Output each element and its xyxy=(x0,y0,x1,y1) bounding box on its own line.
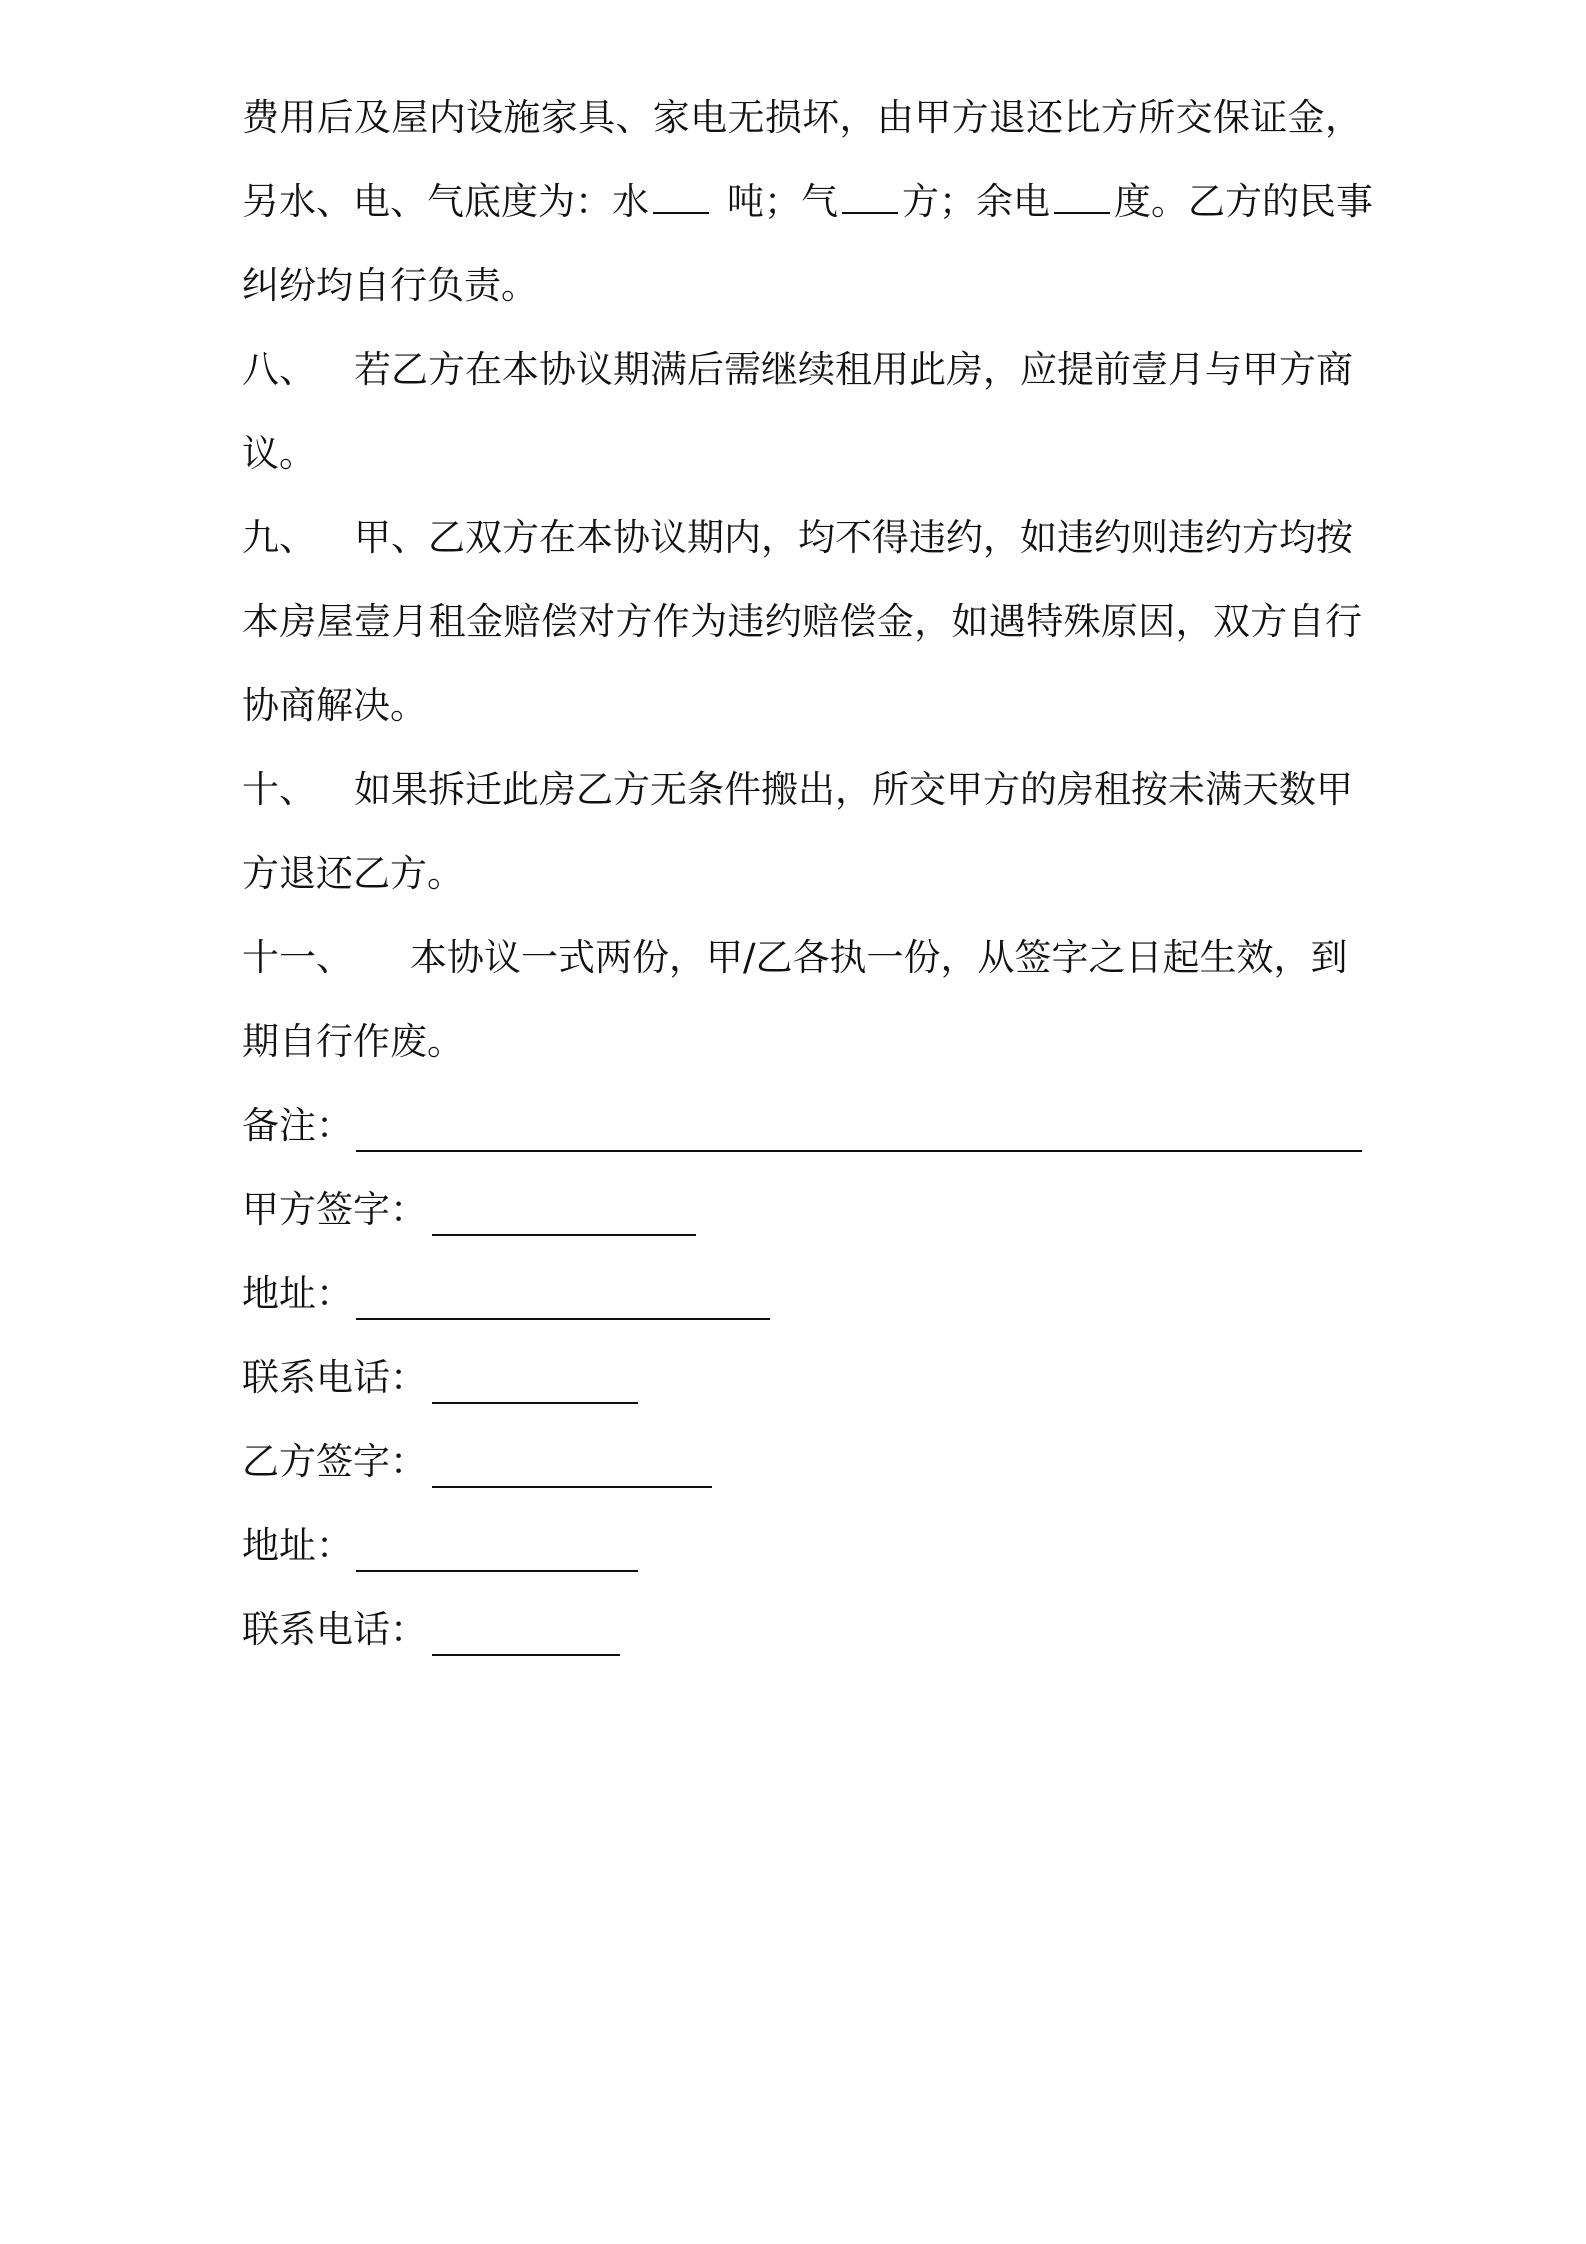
paragraph-text: 纠纷均自行负责。 xyxy=(242,264,538,307)
clause-text: 方退还乙方。 xyxy=(242,852,464,895)
clause-9-line xyxy=(242,496,1362,580)
remarks-label: 备注： xyxy=(242,1104,353,1147)
clause-10-line xyxy=(242,832,1362,916)
paragraph-line xyxy=(242,160,1373,244)
party-a-sign-field[interactable] xyxy=(432,1234,696,1236)
party-b-phone-field[interactable] xyxy=(432,1654,620,1656)
party-b-address-label: 地址： xyxy=(242,1524,353,1567)
clause-text: 本房屋壹月租金赔偿对方作为违约赔偿金，如遇特殊原因，双方自行 xyxy=(242,600,1362,643)
paragraph-text: 吨；气 xyxy=(727,180,838,223)
party-a-sign-row xyxy=(242,1168,742,1252)
party-a-address-label: 地址： xyxy=(242,1272,353,1315)
clause-number: 九、 xyxy=(242,516,316,559)
clause-text: 若乙方在本协议期满后需继续租用此房，应提前壹月与甲方商 xyxy=(354,348,1353,391)
party-b-address-field[interactable] xyxy=(356,1570,638,1572)
clause-9-line xyxy=(242,580,1362,664)
clause-text: 议。 xyxy=(242,432,316,475)
remarks-field[interactable] xyxy=(356,1150,1362,1152)
remarks-row xyxy=(242,1084,1362,1168)
clause-text: 本协议一式两份，甲/乙各执一份，从签字之日起生效，到 xyxy=(410,936,1348,979)
electricity-reading-blank[interactable] xyxy=(1054,182,1110,214)
clause-11-line xyxy=(242,1000,1362,1084)
party-a-phone-label: 联系电话： xyxy=(242,1356,427,1399)
party-b-sign-row xyxy=(242,1420,742,1504)
party-b-sign-label: 乙方签字： xyxy=(242,1440,427,1483)
party-a-sign-label: 甲方签字： xyxy=(242,1188,427,1231)
clause-8-line xyxy=(242,412,1362,496)
paragraph-text: 费用后及屋内设施家具、家电无损坏，由甲方退还比方所交保证金， xyxy=(242,96,1362,139)
paragraph-text: 度。乙方的民事 xyxy=(1114,180,1373,223)
clause-9-line xyxy=(242,664,1362,748)
clause-text: 甲、乙双方在本协议期内，均不得违约，如违约则违约方均按 xyxy=(354,516,1353,559)
gas-reading-blank[interactable] xyxy=(842,182,898,214)
party-b-address-row xyxy=(242,1504,742,1588)
clause-number: 十、 xyxy=(242,768,316,811)
clause-8-line xyxy=(242,328,1362,412)
paragraph-text: 另水、电、气底度为：水 xyxy=(242,180,649,223)
paragraph-text: 方；余电 xyxy=(902,180,1050,223)
party-b-phone-row xyxy=(242,1588,742,1672)
paragraph-line xyxy=(242,244,1362,328)
clause-number: 十一、 xyxy=(242,936,353,979)
party-a-phone-field[interactable] xyxy=(432,1402,638,1404)
party-b-phone-label: 联系电话： xyxy=(242,1608,427,1651)
party-a-address-row xyxy=(242,1252,802,1336)
paragraph-line xyxy=(242,76,1362,160)
party-a-address-field[interactable] xyxy=(356,1318,770,1320)
clause-text: 如果拆迁此房乙方无条件搬出，所交甲方的房租按未满天数甲 xyxy=(354,768,1353,811)
clause-11-line xyxy=(242,916,1362,1000)
party-b-sign-field[interactable] xyxy=(432,1486,712,1488)
water-reading-blank[interactable] xyxy=(653,182,709,214)
clause-text: 协商解决。 xyxy=(242,684,427,727)
clause-10-line xyxy=(242,748,1362,832)
clause-number: 八、 xyxy=(242,348,316,391)
party-a-phone-row xyxy=(242,1336,742,1420)
clause-text: 期自行作废。 xyxy=(242,1020,464,1063)
